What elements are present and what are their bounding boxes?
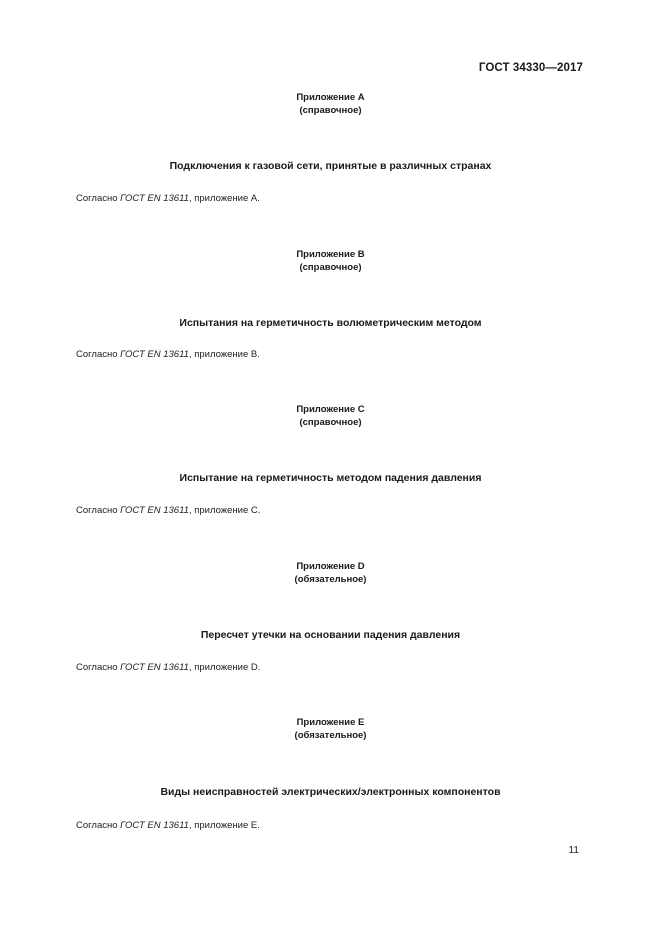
annex-a-body <box>76 193 260 205</box>
annex-b-title: Испытания на герметичность волюметрическим методом <box>179 317 482 329</box>
annex-a-body-suffix: , приложение А. <box>188 193 260 204</box>
page-number: 11 <box>568 845 579 856</box>
annex-a-body-prefix: Согласно <box>76 193 121 204</box>
annex-e-heading <box>0 717 661 742</box>
annex-e-type: (обязательное) <box>294 729 367 741</box>
annex-b-body <box>76 349 260 361</box>
annex-e-title: Виды неисправностей электрических/электронных компонентов <box>160 786 501 798</box>
annex-a-standard-reference: ГОСТ EN 13611 <box>120 193 189 204</box>
annex-d-standard-reference: ГОСТ EN 13611 <box>120 662 189 673</box>
annex-d-heading <box>0 561 661 586</box>
annex-b-label: Приложение В <box>296 249 365 260</box>
annex-c-title: Испытание на герметичность методом падения давления <box>179 472 482 484</box>
annex-d-type: (обязательное) <box>294 573 367 585</box>
annex-b-body-suffix: , приложение В. <box>188 349 260 360</box>
annex-e-body-prefix: Согласно <box>76 820 121 831</box>
annex-e-body <box>76 820 260 832</box>
annex-e-standard-reference: ГОСТ EN 13611 <box>120 820 189 831</box>
annex-c-type: (справочное) <box>299 416 362 428</box>
annex-a-heading <box>0 92 661 117</box>
annex-c-heading <box>0 404 661 429</box>
annex-e-body-suffix: , приложение Е. <box>188 820 260 831</box>
annex-c-label: Приложение С <box>296 404 365 415</box>
annex-c-body <box>76 505 260 517</box>
annex-b-heading <box>0 249 661 274</box>
annex-d-label: Приложение D <box>296 561 365 572</box>
annex-d-body-prefix: Согласно <box>76 662 121 673</box>
annex-e-label: Приложение Е <box>296 717 365 728</box>
annex-b-type: (справочное) <box>299 261 362 273</box>
annex-a-type: (справочное) <box>299 104 362 116</box>
annex-c-body-suffix: , приложение С. <box>188 505 261 516</box>
annex-c-body-prefix: Согласно <box>76 505 121 516</box>
annex-a-label: Приложение А <box>296 92 365 103</box>
annex-b-body-prefix: Согласно <box>76 349 121 360</box>
annex-c-standard-reference: ГОСТ EN 13611 <box>120 505 189 516</box>
annex-d-title: Пересчет утечки на основании падения давления <box>200 629 461 641</box>
annex-d-body <box>76 662 260 674</box>
annex-a-title: Подключения к газовой сети, принятые в различных странах <box>169 160 492 172</box>
annex-d-body-suffix: , приложение D. <box>188 662 261 673</box>
annex-b-standard-reference: ГОСТ EN 13611 <box>120 349 189 360</box>
document-code-header: ГОСТ 34330—2017 <box>478 62 583 74</box>
